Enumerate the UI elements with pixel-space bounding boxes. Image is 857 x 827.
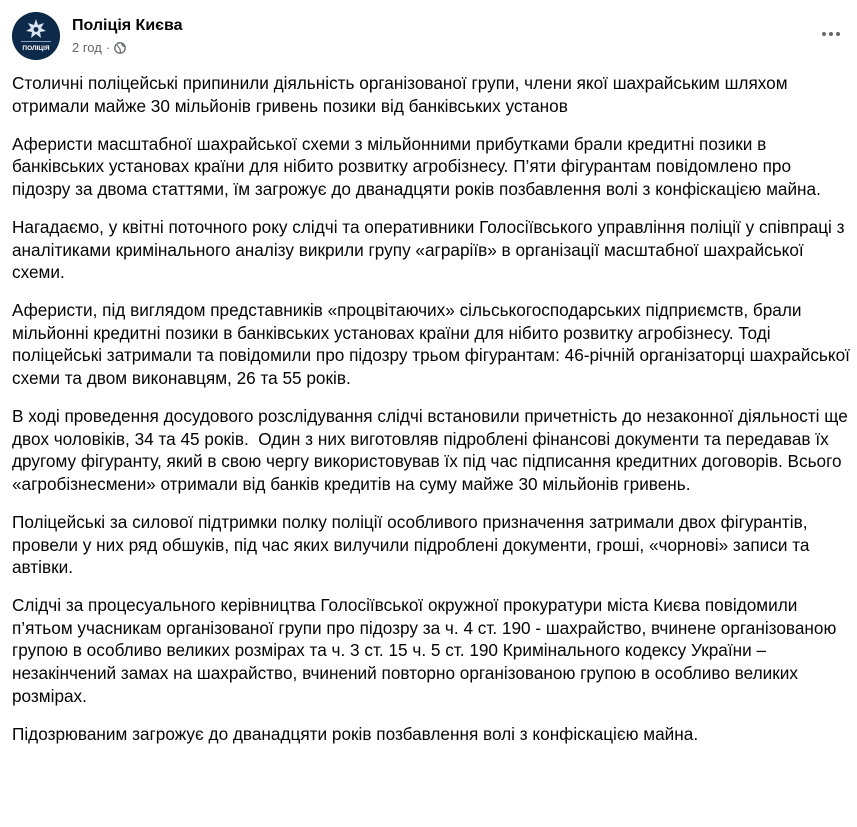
more-options-button[interactable] xyxy=(819,22,843,46)
post-paragraph: Слідчі за процесуального керівництва Голосіївської окружної прокуратури міста Києва повідомили п’ятьом учасникам організованої групи про підозру за ч. 4 ст. 190 - шахрайство, вчинене організованою групою в особливо великих розмірах та ч. 3 ст. 15 ч. 5 ст. 190 Кримінального кодексу України – незакінчений замах на шахрайство, вчинений повторно організованою групою в особливо великих розмірах. xyxy=(12,595,842,706)
post-paragraph: Аферисти масштабної шахрайської схеми з мільйонними прибутками брали кредитні позики в банківських установах країни для нібито розвитку агробізнесу. П’яти фігурантам повідомлено про підозру за двома статтями, їм загрожує до дванадцяти років позбавлення волі з конфіскацією майна. xyxy=(12,133,821,199)
page-name-link[interactable]: Поліція Києва xyxy=(72,17,183,34)
page-avatar[interactable] xyxy=(12,12,60,60)
avatar-label: ПОЛІЦІЯ xyxy=(22,45,50,52)
post-paragraph: Поліцейські за силової підтримки полку поліції особливого призначення затримали двох фігурантів, провели у них ряд обшуків, під час яких вилучили підроблені документи, гроші, «чорнові» записи та автівки. xyxy=(12,512,815,578)
globe-icon[interactable] xyxy=(114,42,126,54)
post-text xyxy=(12,72,855,761)
separator-dot: · xyxy=(105,40,111,55)
post-paragraph: В ході проведення досудового розслідування слідчі встановили причетність до незаконної діяльності ще двох чоловіків, 34 та 45 років. Один з них виготовляв підроблені фінансові документи та передавав їх другому фігуранту, який в свою чергу використовував їх під час підписання кредитних договорів. Всього «агробізнесмени» отримали від банків кредитів на суму майже 30 мільйонів гривень. xyxy=(12,406,853,494)
post-timestamp[interactable]: 2 год xyxy=(72,40,102,55)
post-header xyxy=(12,12,183,60)
post-paragraph: Столичні поліцейські припинили діяльність організованої групи, члени якої шахрайським шляхом отримали майже 30 мільйонів гривень позики від банківських установ xyxy=(12,73,793,116)
more-horizontal-icon xyxy=(821,31,841,37)
post-paragraph: Аферисти, під виглядом представників «процвітаючих» сільськогосподарських підприємств, брали мільйонні кредитні позики в банківських установах країни для нібито розвитку агробізнесу. Тоді поліцейські затримали та повідомили про підозру трьом фігурантам: 46-річній організаторці шахрайської схеми та двом виконавцям, 26 та 55 років. xyxy=(12,300,855,389)
post-meta xyxy=(72,16,183,56)
post-paragraph: Нагадаємо, у квітні поточного року слідчі та оперативники Голосіївського управління поліції у співпраці з аналітиками кримінального аналізу викрили групу «аграріїв» в організації масштабної шахрайської схеми. xyxy=(12,216,850,283)
police-badge-icon xyxy=(12,12,60,60)
post-paragraph: Підозрюваним загрожує до дванадцяти років позбавлення волі з конфіскацією майна. xyxy=(12,723,699,744)
post-subline xyxy=(72,40,183,56)
